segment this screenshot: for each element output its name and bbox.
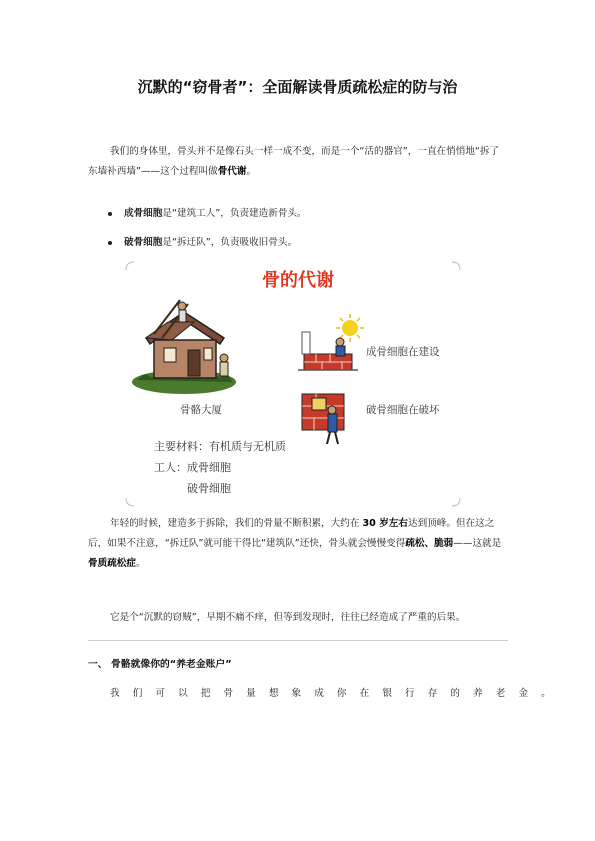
- breaker-label: 破骨细胞在破坏: [366, 404, 440, 416]
- intro-text-2: 。: [246, 166, 257, 177]
- house-illustration: [132, 300, 236, 394]
- silent-thief-paragraph: 它是个“沉默的窃贼”，早期不痛不痒，但等到发现时，往往已经造成了严重的后果。: [110, 612, 466, 623]
- peak-bone-paragraph: [88, 514, 506, 574]
- page-title: 沉默的“窃骨者”：全面解读骨质疏松症的防与治: [137, 78, 458, 96]
- bone-metabolism-figure: [124, 260, 462, 508]
- intro-bold-term: 骨代谢: [217, 166, 247, 177]
- para2-text-2: 达到顶峰。但在这之后，如果不注意，“拆迁队”就可能干得比“建筑队”还快，骨头就会慢慢变得: [88, 518, 495, 549]
- section-paragraph: 我们可以把骨量想象成你在银行存的养老金。: [110, 688, 564, 699]
- builder-illustration: [298, 314, 364, 370]
- worker-line: 工人：成骨细胞: [154, 461, 231, 474]
- para2-bold-term: 骨质疏松症: [88, 558, 136, 569]
- figure-heading: 骨的代谢: [262, 270, 334, 291]
- bullet-dot-icon: [108, 241, 112, 245]
- worker-line-2: 破骨细胞: [187, 482, 231, 495]
- house-label: 骨骼大厦: [180, 404, 222, 416]
- para2-text-1: 年轻的时候，建造多于拆除，我们的骨量不断积累，大约在: [110, 518, 363, 529]
- list-item: [108, 207, 307, 221]
- section-divider: [88, 640, 508, 641]
- list-item-bold: 成骨细胞: [124, 208, 163, 219]
- material-line: 主要材料：有机质与无机质: [154, 440, 286, 453]
- list-item-text: 是“拆迁队”，负责吸收旧骨头。: [162, 237, 298, 248]
- para2-bold-age: 30 岁左右: [362, 518, 408, 529]
- intro-paragraph: [88, 142, 506, 182]
- para2-text-4: 。: [135, 558, 146, 569]
- builder-label: 成骨细胞在建设: [366, 346, 440, 358]
- list-item: [108, 236, 297, 250]
- para2-bold-fragile: 疏松、脆弱: [405, 538, 454, 549]
- list-item-text: 是“建筑工人”，负责建造新骨头。: [162, 208, 307, 219]
- section-heading: 一、 骨骼就像你的“养老金账户”: [88, 659, 232, 670]
- breaker-illustration: [302, 394, 344, 444]
- intro-text-1: 我们的身体里，骨头并不是像石头一样一成不变，而是一个“活的器官”，一直在悄悄地“拆了东墙补西墙”——这个过程叫做: [88, 146, 500, 177]
- bullet-dot-icon: [108, 212, 112, 216]
- list-item-bold: 破骨细胞: [124, 237, 163, 248]
- para2-text-3: ——这就是: [453, 538, 502, 549]
